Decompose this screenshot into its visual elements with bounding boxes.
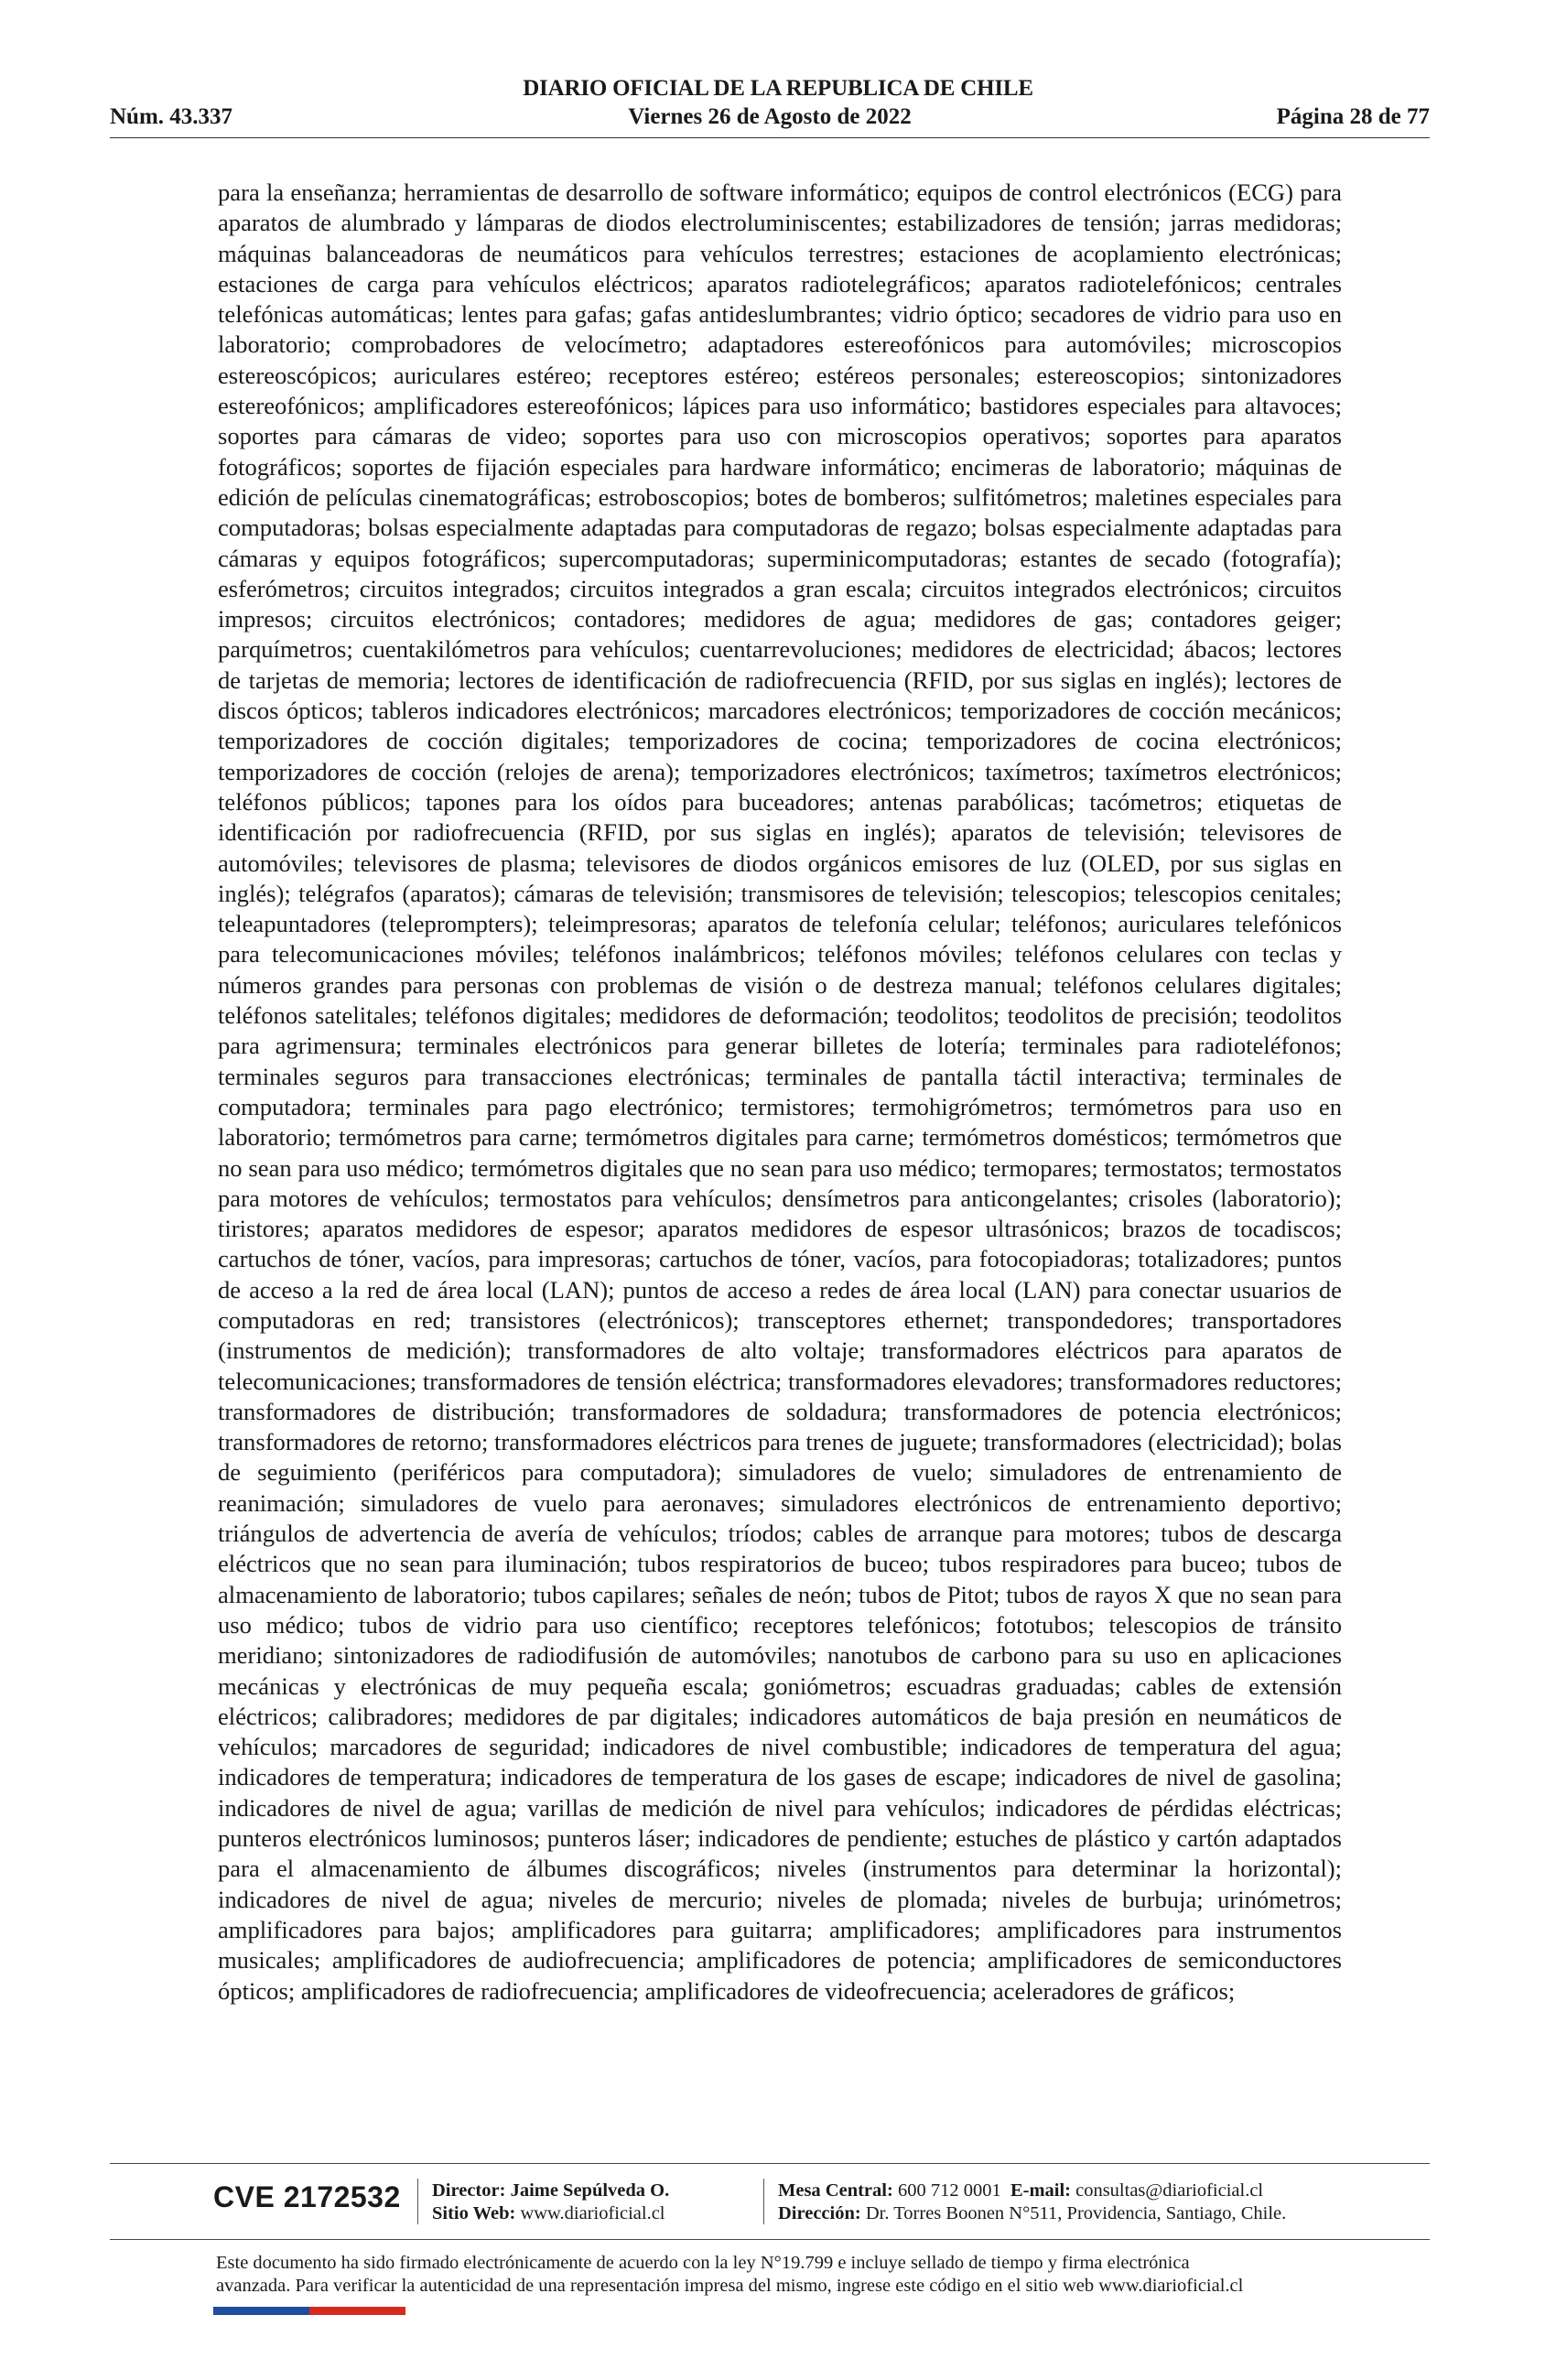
director-block (432, 2180, 669, 2225)
notice-line: avanzada. Para verificar la autenticidad de una representación impresa del mismo, ingrese este código en el sitio web www.diarioficial.cl (216, 2276, 1244, 2296)
cve-code: CVE 2172532 (213, 2180, 401, 2213)
flag-segment (358, 2307, 406, 2315)
body-paragraph: para la enseñanza; herramientas de desarrollo de software informático; equipos de control electrónicos (ECG) para aparatos de alumbrado y lámparas de diodos electroluminiscentes; estabilizadores de tensión; jarras medidoras; máquinas balanceadoras de neumáticos para vehículos terrestres; estaciones de acoplamiento electrónicas; estaciones de carga para vehículos eléctricos; aparatos radiotelegráficos; aparatos radiotelefónicos; centrales telefónicas automáticas; lentes para gafas; gafas antideslumbrantes; vidrio óptico; secadores de vidrio para uso en laboratorio; comprobadores de velocímetro; adaptadores estereofónicos para automóviles; microscopios estereoscópicos; auriculares estéreo; receptores estéreo; estéreos personales; estereoscopios; sintonizadores estereofónicos; amplificadores estereofónicos; lápices para uso informático; bastidores especiales para altavoces; soportes para cámaras de video; soportes para uso con microscopios operativos; soportes para aparatos fotográficos; soportes de fijación especiales para hardware informático; encimeras de laboratorio; máquinas de edición de películas cinematográficas; estroboscopios; botes de bomberos; sulfitómetros; maletines especiales para computadoras; bolsas especialmente adaptadas para computadoras de regazo; bolsas especialmente adaptadas para cámaras y equipos fotográficos; supercomputadoras; superminicomputadoras; estantes de secado (fotografía); esferómetros; circuitos integrados; circuitos integrados a gran escala; circuitos integrados electrónicos; circuitos impresos; circuitos electrónicos; contadores; medidores de agua; medidores de gas; contadores geiger; parquímetros; cuentakilómetros para vehículos; cuentarrevoluciones; medidores de electricidad; ábacos; lectores de tarjetas de memoria; lectores de identificación de radiofrecuencia (RFID, por sus siglas en inglés); lectores de discos ópticos; tableros indicadores electrónicos; marcadores electrónicos; temporizadores de cocción mecánicos; temporizadores de cocción digitales; temporizadores de cocina; temporizadores de cocina electrónicos; temporizadores de cocción (relojes de arena); temporizadores electrónicos; taxímetros; taxímetros electrónicos; teléfonos públicos; tapones para los oídos para buceadores; antenas parabólicas; tacómetros; etiquetas de identificación por radiofrecuencia (RFID, por sus siglas en inglés); aparatos de televisión; televisores de automóviles; televisores de plasma; televisores de diodos orgánicos emisores de luz (OLED, por sus siglas en inglés); telégrafos (aparatos); cámaras de televisión; transmisores de televisión; telescopios; telescopios cenitales; teleapuntadores (teleprompters); teleimpresoras; aparatos de telefonía celular; teléfonos; auriculares telefónicos para telecomunicaciones móviles; teléfonos inalámbricos; teléfonos móviles; teléfonos celulares con teclas y números grandes para personas con problemas de visión o de destreza manual; teléfonos celulares digitales; teléfonos satelitales; teléfonos digitales; medidores de deformación; teodolitos; teodolitos de precisión; teodolitos para agrimensura; terminales electrónicos para generar billetes de lotería; terminales para radioteléfonos; terminales seguros para transacciones electrónicas; terminales de pantalla táctil interactiva; terminales de computadora; terminales para pago electrónico; termistores; termohigrómetros; termómetros para uso en laboratorio; termómetros para carne; termómetros digitales para carne; termómetros domésticos; termómetros que no sean para uso médico; termómetros digitales que no sean para uso médico; termopares; termostatos; termostatos para motores de vehículos; termostatos para vehículos; densímetros para anticongelantes; crisoles (laboratorio); tiristores; aparatos medidores de espesor; aparatos medidores de espesor ultrasónicos; brazos de tocadiscos; cartuchos de tóner, vacíos, para impresoras; cartuchos de tóner, vacíos, para fotocopiadoras; totalizadores; puntos de acceso a la red de área local (LAN); puntos de acceso a redes de área local (LAN) para conectar usuarios de computadoras en red; transistores (electrónicos); transceptores ethernet; transpondedores; transportadores (instrumentos de medición); transformadores de alto voltaje; transformadores eléctricos para aparatos de telecomunicaciones; transformadores de tensión eléctrica; transformadores elevadores; transformadores reductores; transformadores de distribución; transformadores de soldadura; transformadores de potencia electrónicos; transformadores de retorno; transformadores eléctricos para trenes de juguete; transformadores (electricidad); bolas de seguimiento (periféricos para computadora); simuladores de vuelo; simuladores de entrenamiento de reanimación; simuladores de vuelo para aeronaves; simuladores electrónicos de entrenamiento deportivo; triángulos de advertencia de avería de vehículos; tríodos; cables de arranque para motores; tubos de descarga eléctricos que no sean para iluminación; tubos respiratorios de buceo; tubos respiradores para buceo; tubos de almacenamiento de laboratorio; tubos capilares; señales de neón; tubos de Pitot; tubos de rayos X que no sean para uso médico; tubos de vidrio para uso científico; receptores telefónicos; fototubos; telescopios de tránsito meridiano; sintonizadores de radiodifusión de automóviles; nanotubos de carbono para su uso en aplicaciones mecánicas y electrónicas de muy pequeña escala; goniómetros; escuadras graduadas; cables de extensión eléctricos; calibradores; medidores de par digitales; indicadores automáticos de baja presión en neumáticos de vehículos; marcadores de seguridad; indicadores de nivel combustible; indicadores de temperatura del agua; indicadores de temperatura; indicadores de temperatura de los gases de escape; indicadores de nivel de gasolina; indicadores de nivel de agua; varillas de medición de nivel para vehículos; indicadores de pérdidas eléctricas; punteros electrónicos luminosos; punteros láser; indicadores de pendiente; estuches de plástico y cartón adaptados para el almacenamiento de álbumes discográficos; niveles (instrumentos para determinar la horizontal); indicadores de nivel de agua; niveles de mercurio; niveles de plomada; niveles de burbuja; urinómetros; amplificadores para bajos; amplificadores para guitarra; amplificadores; amplificadores para instrumentos musicales; amplificadores de audiofrecuencia; amplificadores de potencia; amplificadores de semiconductores ópticos; amplificadores de radiofrecuencia; amplificadores de videofrecuencia; aceleradores de gráficos; (218, 178, 1342, 2005)
footer-separator (417, 2179, 418, 2224)
website-label: Sitio Web: (432, 2203, 516, 2223)
director-name: Jaime Sepúlveda O. (510, 2180, 670, 2201)
director-label: Director: (432, 2180, 506, 2201)
notice-line: Este documento ha sido firmado electrónicamente de acuerdo con la ley N°19.799 e incluye sellado de tiempo y firma electrónica (216, 2253, 1190, 2273)
page-indicator: Página 28 de 77 (1276, 104, 1430, 129)
signature-notice (216, 2252, 1360, 2298)
issue-date: Viernes 26 de Agosto de 2022 (628, 104, 912, 129)
flag-color-bar (213, 2307, 405, 2315)
address-value: Dr. Torres Boonen N°511, Providencia, Santiago, Chile. (865, 2203, 1287, 2223)
header-divider (110, 137, 1430, 138)
newspaper-title: DIARIO OFICIAL DE LA REPUBLICA DE CHILE (523, 76, 1033, 101)
flag-segment (262, 2307, 310, 2315)
footer-divider-top (110, 2163, 1430, 2164)
flag-segment (213, 2307, 262, 2315)
header-row (110, 103, 1430, 132)
email-link[interactable]: consultas@diarioficial.cl (1075, 2180, 1264, 2201)
contact-block (778, 2180, 1286, 2225)
website-link[interactable]: www.diarioficial.cl (520, 2203, 665, 2223)
mesa-label: Mesa Central: (778, 2180, 893, 2201)
email-label: E-mail: (1010, 2180, 1071, 2201)
issue-number: Núm. 43.337 (110, 104, 233, 129)
address-label: Dirección: (778, 2203, 861, 2223)
mesa-phone: 600 712 0001 (897, 2180, 1001, 2201)
footer-divider-bottom (110, 2239, 1430, 2240)
flag-segment (309, 2307, 358, 2315)
footer-separator (763, 2179, 764, 2224)
